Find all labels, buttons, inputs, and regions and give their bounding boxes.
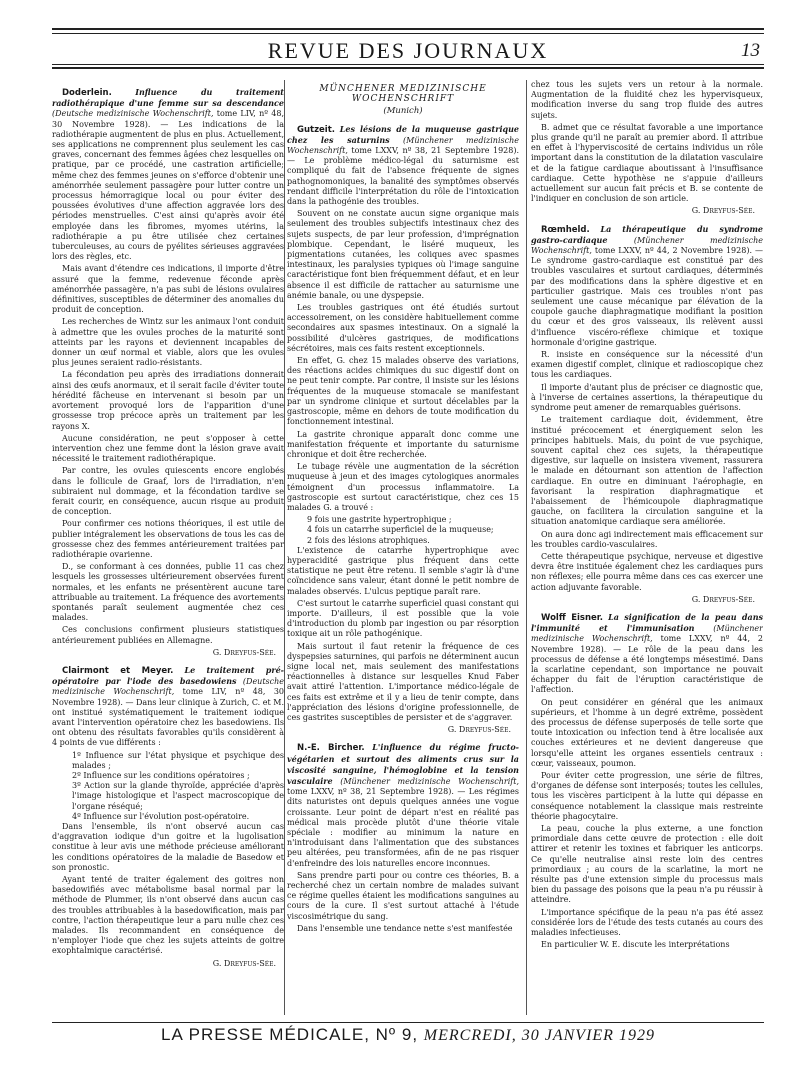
article-title: Les lésions de la muqueuse gastrique chez les saturnins (287, 123, 519, 145)
article-author: Rœmheld. (541, 224, 590, 235)
article-signature: G. Dreyfus-Sée. (212, 958, 276, 968)
footer (52, 1025, 764, 1045)
article-author: Wolff Eisner. (541, 612, 604, 623)
article-text: tome LXXV, nº 44, 2 Novembre 1928). — Le rôle de la peau dans les processus de défense a été longtemps mésestimé. Dans la scarlatine cependant, son importance ne pouvait échapper du fait de l'éruption caractéristique de l'affection. (531, 634, 763, 695)
article-text: tome LIV, nº 48, 30 Novembre 1928). — Les indications de la radiothérapie augmentent de plus en plus. Actuellement, ses applications ne comprennent plus seulement les cas graves, concernant des femmes âgées chez lesquelles on pratique, par ce procédé, une castration artificielle; même chez des femmes jeunes on s'efforce d'obtenir une aménorrhée seulement passagère pour lutter contre un processus hémorragique local ou pour éviter des poussées évolutives d'une affection aggravée lors des périodes menstruelles. C'est ainsi qu'après avoir été employée dans les fibromes, myomes utérins, la radiothérapie a pu être utilisée chez certaines tuberculeuses, au cours de pyélites sérieuses aggravées lors des règles, etc. (52, 109, 284, 262)
header-rule-bottom (52, 67, 764, 69)
paragraph: Dans l'ensemble, ils n'ont observé aucun cas d'aggravation iodique d'un goitre et la lugolisation constitue à leur avis une méthode précieuse améliorant les conditions opératoires de la maladie de Basedow et son pronostic. (52, 822, 284, 872)
section-title: REVUE DES JOURNAUX (267, 38, 549, 63)
paragraph: Le tubage révèle une augmentation de la sécrétion muqueuse à jeun et des images cytologiques anormales témoignent d'un processus inflammatoire. La gastroscopie est surtout caractéristique, chez ces 15 malades G. a trouvé : (287, 462, 519, 512)
article-text: tome LXXV, nº 38, 21 Septembre 1928). — Le problème médico-légal du saturnisme est compliqué du fait de l'absence fréquente de signes pathognomoniques, la banalité des symptômes observés rendant difficile l'interprétation du rôle de l'intoxication dans la pathogénie des troubles. (287, 146, 519, 207)
list-item: 9 fois une gastrite hypertrophique ; (307, 515, 452, 525)
article-lead-paragraph (287, 124, 519, 208)
paragraph: Aucune considération, ne peut s'opposer à cette intervention chez une femme dont la lésion grave avait nécessité le traitement radiothérapique. (52, 433, 284, 464)
paragraph: D., se conformant à ces données, publie 11 cas chez lesquels les grossesses ultérieurement observées furent normales, et les enfants ne présentèrent aucune tare attribuable au traitement. La fréquence des avortements spontanés paraît seulement augmentée chez ces malades. (52, 562, 284, 623)
article-title: Influence du traitement radiothérapique d'une femme sur sa descendance (52, 87, 284, 109)
article-title: La thérapeutique du syndrome gastro-cardiaque (531, 223, 763, 245)
article-author: Doderlein. (62, 88, 112, 98)
column-separator (284, 80, 285, 1015)
header-rule-bottom-thin (52, 64, 764, 65)
paragraph: Souvent on ne constate aucun signe organique mais seulement des troubles subjectifs intestinaux chez des sujets suspects, de par leur profession, d'imprégnation plombique. Cependant, le liséré muqueux, les pigmentations cutanées, les coliques avec spasmes intestinaux, les paralysies typiques où l'image sanguine caractéristique font bien fréquemment défaut, et en leur absence il est difficile de rattacher au saturnisme une anémie banale, ou une dyspepsie. (287, 209, 519, 300)
list-item: 3º Action sur la glande thyroïde, appréciée d'après l'image histologique et l'aspect macroscopique de l'organe réséqué; (72, 781, 284, 811)
paragraph: chez tous les sujets vers un retour à la normale. Augmentation de la fluidité chez les hypervisqueux, modification inverse du sang trop fluide des autres sujets. (531, 80, 763, 120)
paragraph: Pour éviter cette progression, une série de filtres, d'organes de défense sont interposés; toutes les cellules, tous les viscères participent à la lutte qui dépasse en conséquence notablement la classique mais restreinte théorie phagocytaire. (531, 771, 763, 821)
paragraph: Ayant tenté de traiter également des goitres non basedowifiés avec métabolisme basal normal par la méthode de Plummer, ils n'ont observé dans aucun cas des troubles attribuables à la basedowification, mais par contre, l'action thérapeutique leur a paru nulle chez ces malades. Ils recommandent en conséquence de n'employer l'iode que chez les sujets atteints de goitre exophtalmique caractérisé. (52, 875, 284, 956)
article-text: tome LXXV, nº 44, 2 Novembre 1928). — Le syndrome gastro-cardiaque est constitué par des troubles vasculaires et surtout cardiaques, déterminés par des modifications dans la sphère digestive et en particulier gastrique. Mais ces troubles n'ont pas seulement une cause mécanique par élévation de la coupole gauche diaphragmatique modifiant la position du cœur et des gros vaisseaux, ils relèvent aussi d'influence viscéro-réflexe chimique et toxique hormonale d'origine gastrique. (531, 246, 763, 347)
paragraph: Mais avant d'étendre ces indications, il importe d'être assuré que la femme, redevenue féconde après aménorrhée passagère, n'a pas subi de lésions ovulaires définitives, susceptibles de déterminer des anomalies du produit de conception. (52, 264, 284, 315)
paragraph: La peau, couche la plus externe, a une fonction primordiale dans cette œuvre de protection : elle doit attirer et retenir les toxines et fabriquer les anticorps. Ce qu'elle neutralise ainsi reste loin des centres primordiaux ; au cours de la scarlatine, la mort ne résulte pas d'une extension simple du processus mais bien du passage des poisons que la peau n'a pu réussir à atteindre. (531, 824, 763, 905)
article-source: (Deutsche medizinische Wochenschrift, (52, 109, 214, 119)
paragraph: R. insiste en conséquence sur la nécessité d'un examen digestif complet, clinique et radioscopique chez tous les cardiaques. (531, 350, 763, 380)
list-item: 1º Influence sur l'état physique et psychique des malades ; (72, 750, 284, 770)
column-3 (531, 80, 763, 1015)
paragraph: Dans l'ensemble une tendance nette s'est manifestée (297, 923, 513, 933)
paragraph: Les troubles gastriques ont été étudiés surtout accessoirement, on les considère habituellement comme secondaires aux spasmes intestinaux. On a signalé la possibilité d'ulcères gastriques, de modifications sécrétoires, mais ces faits restent exceptionnels. (287, 303, 519, 353)
paragraph: L'existence de catarrhe hypertrophique avec hyperacidité gastrique plus fréquent dans cette statistique ne peut être retenu. Il semble s'agir là d'une coïncidence sans valeur, étant donné le petit nombre de malades observés. L'ulcus peptique paraît rare. (287, 545, 519, 596)
paragraph: Sans prendre parti pour ou contre ces théories, B. a recherché chez un certain nombre de malades suivant ce régime quelles étaient les modifications sanguines au cours de la cure. Il s'est surtout attaché à l'étude viscosimétrique du sang. (287, 870, 519, 921)
paragraph: Les recherches de Wintz sur les animaux l'ont conduit à admettre que les ovules proches de la maturité sont atteints par les rayons et deviennent incapables de donner un œuf normal et viable, alors que les ovules plus jeunes seraient radio-résistants. (52, 317, 284, 368)
paragraph: C'est surtout le catarrhe superficiel quasi constant qui importe. D'ailleurs, il est possible que la voie d'introduction du plomb par ingestion ou par résorption toxique ait un rôle pathogénique. (287, 598, 519, 639)
paragraph: L'importance spécifique de la peau n'a pas été assez considérée lors de l'étude des tests cutanés au cours des maladies infectieuses. (531, 907, 763, 938)
paragraph: On aura donc agi indirectement mais efficacement sur les troubles cardio-vasculaires. (531, 529, 763, 549)
article-source: (Deutsche medizinische Wochenschrift, (52, 677, 284, 697)
article-lead-paragraph (531, 224, 763, 348)
article-signature: G. Dreyfus-Sée. (691, 206, 755, 216)
article-source: (Münchener medizinische Wochenschrift, (287, 135, 519, 156)
list-item: 2 fois des lésions atrophiques. (307, 535, 430, 545)
list-item: 4º Influence sur l'évolution post-opératoire. (72, 811, 250, 821)
paragraph: Il importe d'autant plus de préciser ce diagnostic que, à l'inverse de certaines assertions, la thérapeutique du syndrome peut amener de remarquables guérisons. (531, 382, 763, 413)
article-signature: G. Dreyfus-Sée. (212, 647, 276, 657)
article-source: (Münchener medizinische Wochenschrift, (531, 624, 763, 644)
paragraph: La fécondation peu après des irradiations donnerait ainsi des œufs anormaux, et il serait facile d'éviter toute hérédité fâcheuse en intervenant si besoin par un avortement provoqué lors de l'apparition d'une grossesse trop précoce après un traitement par les rayons X. (52, 370, 284, 431)
header-rule-top-thin (52, 33, 764, 34)
paragraph: La gastrite chronique apparaît donc comme une manifestation fréquente et importante du saturnisme chronique et doit être recherchée. (287, 429, 519, 459)
paragraph: Ces conclusions confirment plusieurs statistiques antérieurement publiées en Allemagne. (52, 625, 284, 645)
journal-city: (Munich) (383, 106, 423, 117)
article-title: Le traitement pré-opératoire par l'iode des basedowiens (52, 664, 284, 687)
paragraph: B. admet que ce résultat favorable a une importance plus grande qu'il ne paraît au premier abord. Il attribue en effet à l'hyperviscosité de certains individus un rôle important dans la constitution de la dilatation vasculaire et de la fatigue cardiaque aboutissant à l'insuffisance cardiaque. Cette hypothèse ne s'appuie d'ailleurs actuellement sur aucun fait précis et B. se contente de l'indiquer en conclusion de son article. (531, 122, 763, 204)
column-separator (526, 80, 527, 1015)
article-title: L'influence du régime fructo-végétarien et surtout des aliments crus sur la viscosité sanguine, l'hémoglobine et la tension vasculaire (287, 742, 519, 786)
list-item: 2º Influence sur les conditions opératoires ; (72, 771, 250, 780)
article-lead-paragraph (531, 612, 763, 696)
header-rule-top (52, 28, 764, 30)
article-signature: G. Dreyfus-Sée. (447, 725, 511, 735)
footer-rule (52, 1022, 764, 1023)
article-signature: G. Dreyfus-Sée. (691, 594, 755, 604)
article-text: tome LXXV, nº 38, 21 Septembre 1928). — Les régimes dits naturistes ont depuis quelques années une vogue croissante. Leur point de départ n'est en réalité pas médical mais procède plutôt d'une théorie vitale spéciale : modifier au minimum la nature en n'introduisant dans l'alimentation que des substances peu altérées, peu transformées, afin de ne pas risquer d'enfreindre des lois naturelles encore inconnues. (287, 787, 519, 868)
column-1 (52, 80, 284, 1015)
article-source: (Münchener medizinische Wochenschrift, (340, 777, 519, 786)
page-number: 13 (741, 40, 760, 61)
article-author: N.-E. Bircher. (297, 743, 365, 754)
journal-heading: MÜNCHENER MEDIZINISCHE WOCHENSCHRIFT (319, 84, 487, 105)
footer-journal: LA PRESSE MÉDICALE, Nº 9, (161, 1025, 419, 1044)
article-text: tome LIV, nº 48, 30 Novembre 1928). — Dans leur clinique à Zurich, C. et M. ont institué systématiquement le traitement iodique avant l'intervention opératoire chez les basedowiens. Ils ont obtenu des résultats favorables qu'ils considèrent à 4 points de vue différents : (52, 687, 284, 748)
paragraph: En effet, G. chez 15 malades observe des variations, des réactions acides chimiques du suc digestif dont on ne peut tenir compte. Par contre, il insiste sur les lésions fréquentes de la muqueuse stomacale se manifestant par un syndrome clinique et surtout décelables par la gastroscopie, même en dehors de toute modification du fonctionnement intestinal. (287, 356, 519, 427)
article-author: Clairmont et Meyer. (62, 665, 174, 676)
paragraph: On peut considérer en général que les animaux supérieurs, et l'homme à un degré extrême, possèdent des processus de défense superposés de telle sorte que toute intoxication ou infection tend à être localisée aux couches extérieures et ne devient dangereuse que lorsqu'elle atteint les organes essentiels centraux : cœur, vaisseaux, poumon. (531, 697, 763, 768)
list-item: 4 fois un catarrhe superficiel de la muqueuse; (307, 525, 494, 535)
column-2 (287, 80, 519, 1015)
article-title: La signification de la peau dans l'immunité et l'immunisation (531, 611, 763, 634)
paragraph: Par contre, les ovules quiescents encore englobés dans le follicule de Graaf, lors de l'irradiation, n'en subiraient nul dommage, et la fécondation tardive se ferait courir, en conséquence, aucun risque au produit de conception. (52, 466, 284, 517)
article-lead-paragraph (287, 742, 519, 868)
article-lead-paragraph (52, 87, 284, 262)
article-author: Gutzeit. (297, 124, 336, 135)
paragraph: Pour confirmer ces notions théoriques, il est utile de publier intégralement les observations de tous les cas de grossesse chez des femmes antérieurement traitées par radiothérapie ovarienne. (52, 519, 284, 559)
paragraph: Mais surtout il faut retenir la fréquence de ces dyspepsies saturnines, qui parfois ne déterminent aucun signe local net, mais seulement des manifestations réactionnelles à distance sur lesquelles Knud Faber avait attiré l'attention. L'importance médico-légale de ces faits est extrême et il y a lieu de tenir compte, dans l'appréciation des lésions d'origine professionnelle, de ces gastrites susceptibles de persister et de s'aggraver. (287, 641, 519, 722)
article-lead-paragraph (52, 665, 284, 749)
footer-date: MERCREDI, 30 JANVIER 1929 (423, 1027, 655, 1044)
paragraph: En particulier W. E. discute les interprétations (541, 940, 730, 950)
article-source: (Münchener medizinische Wochenschrift, (531, 235, 763, 256)
paragraph: Cette thérapeutique psychique, nerveuse et digestive devra être instituée également chez les cardiaques purs non réflexes; elle pourra même dans ces cas exercer une action adjuvante favorable. (531, 551, 763, 592)
paragraph: Le traitement cardiaque doit, évidemment, être institué précocement et énergiquement selon les principes habituels. Mais, du point de vue psychique, souvent capital chez ces sujets, la thérapeutique digestive, sur laquelle on insistera vivement, rassurera le malade en détournant son attention de l'affection cardiaque. En outre en diminuant l'aérophagie, en favorisant la respiration diaphragmatique et l'abaissement de l'hémicoupole diaphragmatique gauche, on facilitera la circulation sanguine et la situation anatomique cardiaque sera améliorée. (531, 415, 763, 527)
